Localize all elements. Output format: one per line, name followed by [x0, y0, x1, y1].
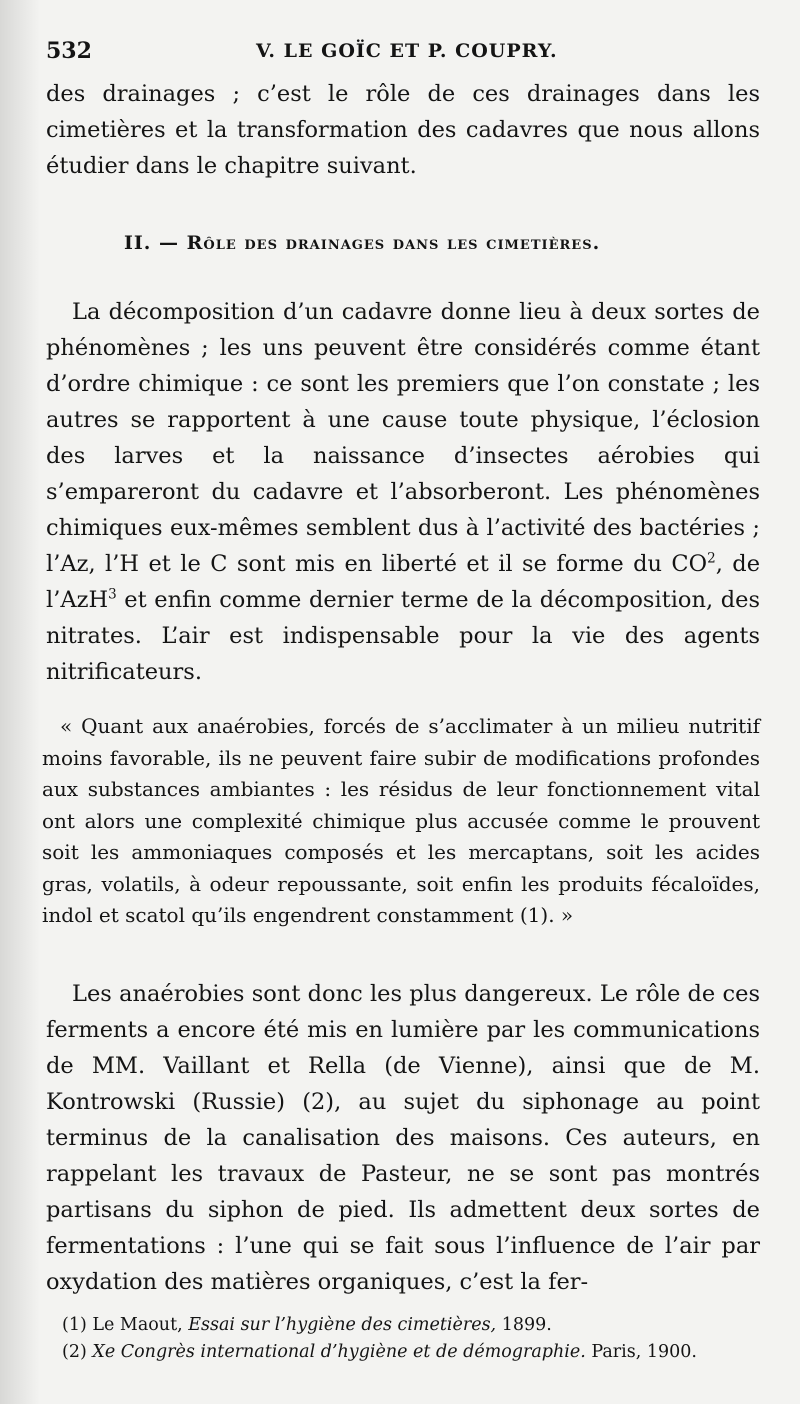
paragraph-text: et enfin comme dernier terme de la décomposition, des nitrates. L’air est indispensable pour la vie des agents nitrificateurs.: [46, 587, 760, 685]
footnote-detail: Paris, 1900.: [591, 1342, 697, 1362]
footnote-marker: (1): [62, 1315, 87, 1335]
paragraph-decomposition: [46, 294, 760, 690]
footnotes: [62, 1312, 762, 1366]
paragraph-continuation: des drainages ; c’est le rôle de ces drainages dans les cimetières et la transformation des cadavres que nous allons étudier dans le chapitre suivant.: [46, 81, 760, 179]
section-heading: II. — Rôle des drainages dans les cimetières.: [124, 232, 601, 254]
footnote-marker: (2): [62, 1342, 87, 1362]
page-number: 532: [46, 38, 92, 64]
superscript: 2: [707, 550, 716, 567]
footnote-author: Le Maout,: [92, 1315, 183, 1335]
paragraph-text: La décomposition d’un cadavre donne lieu à deux sortes de phénomènes ; les uns peuvent être considérés comme étant d’ordre chimique : ce sont les premiers que l’on constate ; les autres se rapportent à une cause toute physique, l’éclosion des larves et la naissance d’insectes aérobies qui s’empareront du cadavre et l’absorberont. Les phénomènes chimiques eux-mêmes semblent dus à l’activité des bactéries ; l’Az, l’H et le C sont mis en liberté et il se forme du CO: [46, 299, 760, 577]
footnote-title: Xe Congrès international d’hygiène et de démographie.: [92, 1342, 586, 1362]
running-head: V. LE GOÏC ET P. COUPRY.: [256, 40, 558, 62]
footnote-1: [62, 1312, 762, 1339]
page-gutter-shadow: [0, 0, 40, 1404]
page-header: [46, 38, 766, 68]
footnote-2: [62, 1339, 762, 1366]
paragraph-anaerobies: Les anaérobies sont donc les plus dangereux. Le rôle de ces ferments a encore été mis en lumière par les communications de MM. Vaillant et Rella (de Vienne), ainsi que de M. Kontrowski (Russie) (2), au sujet du siphonage au point terminus de la canalisation des maisons. Ces auteurs, en rappelant les travaux de Pasteur, ne se sont pas montrés partisans du siphon de pied. Ils admettent deux sortes de fermentations : l’une qui se fait sous l’influence de l’air par oxydation des matières organiques, c’est la fer-: [46, 981, 760, 1295]
footnote-title: Essai sur l’hygiène des cimetières,: [188, 1315, 497, 1335]
block-quote: « Quant aux anaérobies, forcés de s’acclimater à un milieu nutritif moins favorable, ils ne peuvent faire subir de modifications profondes aux substances ambiantes : les résidus de leur fonctionnement vital ont alors une complexité chimique plus accusée comme le prouvent soit les ammoniaques composés et les mercaptans, soit les acides gras, volatils, à odeur repoussante, soit enfin les produits fécaloïdes, indol et scatol qu’ils engendrent constamment (1). »: [42, 714, 760, 927]
paragraph-text: , de l’AzH: [46, 551, 761, 613]
superscript: 3: [108, 586, 117, 603]
footnote-detail: 1899.: [501, 1315, 552, 1335]
